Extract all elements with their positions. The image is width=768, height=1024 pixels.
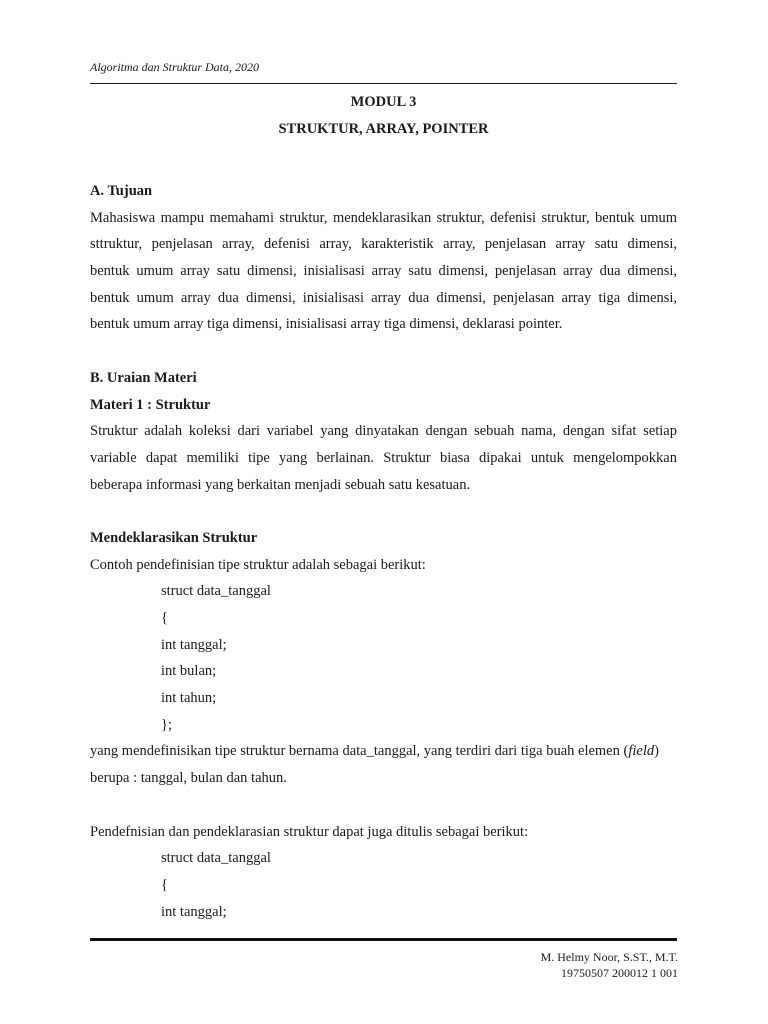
section-a-heading: A. Tujuan	[90, 183, 153, 199]
code-line: {	[161, 876, 168, 893]
code-line: int tahun;	[161, 690, 217, 707]
code-line: struct data_tanggal	[161, 850, 271, 867]
explain-paren: )	[654, 743, 659, 760]
paragraph-line: bentuk umum array dua dimensi, inisialisasi array dua dimensi, penjelasan array tiga dimensi,	[90, 289, 677, 306]
materi-heading: Materi 1 : Struktur	[90, 396, 211, 413]
code-line: int bulan;	[161, 663, 217, 680]
paragraph-line: variable dapat memiliki tipe yang berlainan. Struktur biasa dipakai untuk mengelompokkan	[90, 449, 677, 466]
code-line: };	[161, 716, 172, 733]
paragraph-line: bentuk umum array satu dimensi, inisialisasi array satu dimensi, penjelasan array dua dimensi,	[90, 263, 677, 280]
module-subtitle: STRUKTUR, ARRAY, POINTER	[278, 121, 489, 137]
paragraph-line: Mahasiswa mampu memahami struktur, mendeklarasikan struktur, defenisi struktur, bentuk umum	[90, 209, 677, 226]
document-body	[90, 182, 677, 929]
header-rule	[90, 83, 677, 84]
spacer	[90, 502, 677, 529]
field-term: field	[628, 743, 655, 760]
code-line: int tanggal;	[161, 903, 227, 920]
footer-rule	[90, 938, 677, 941]
code-line: int tanggal;	[161, 636, 227, 653]
section-b-heading: B. Uraian Materi	[90, 369, 197, 386]
paragraph-line: sttruktur, penjelasan array, defenisi array, karakteristik array, penjelasan array satu dimensi,	[90, 236, 677, 253]
author-id: 19750507 200012 1 001	[561, 966, 678, 980]
running-header: Algoritma dan Struktur Data, 2020	[90, 60, 260, 74]
code-line: {	[161, 610, 168, 626]
paragraph-line: bentuk umum array tiga dimensi, inisialisasi array tiga dimensi, deklarasi pointer.	[90, 316, 563, 333]
spacer	[90, 342, 677, 369]
explain-line	[90, 742, 677, 769]
declare-intro: Contoh pendefinisian tipe struktur adalah sebagai berikut:	[90, 556, 426, 573]
spacer	[90, 796, 677, 823]
paragraph-line: beberapa informasi yang berkaitan menjadi sebuah satu kesatuan.	[90, 476, 471, 493]
code-line: struct data_tanggal	[161, 583, 271, 600]
title-block	[90, 93, 677, 147]
paragraph-line: Struktur adalah koleksi dari variabel yang dinyatakan dengan sebuah nama, dengan sifat setiap	[90, 423, 677, 440]
declare-heading: Mendeklarasikan Struktur	[90, 529, 258, 546]
page-footer	[541, 949, 678, 981]
author-name: M. Helmy Noor, S.ST., M.T.	[540, 950, 678, 964]
declare-intro-2: Pendefnisian dan pendeklarasian struktur dapat juga ditulis sebagai berikut:	[90, 823, 529, 840]
module-title: MODUL 3	[350, 94, 417, 110]
explain-text: yang mendefinisikan tipe struktur bernama data_tanggal, yang terdiri dari tiga buah elemen (	[90, 743, 629, 760]
explain-line-2: berupa : tanggal, bulan dan tahun.	[90, 770, 287, 787]
